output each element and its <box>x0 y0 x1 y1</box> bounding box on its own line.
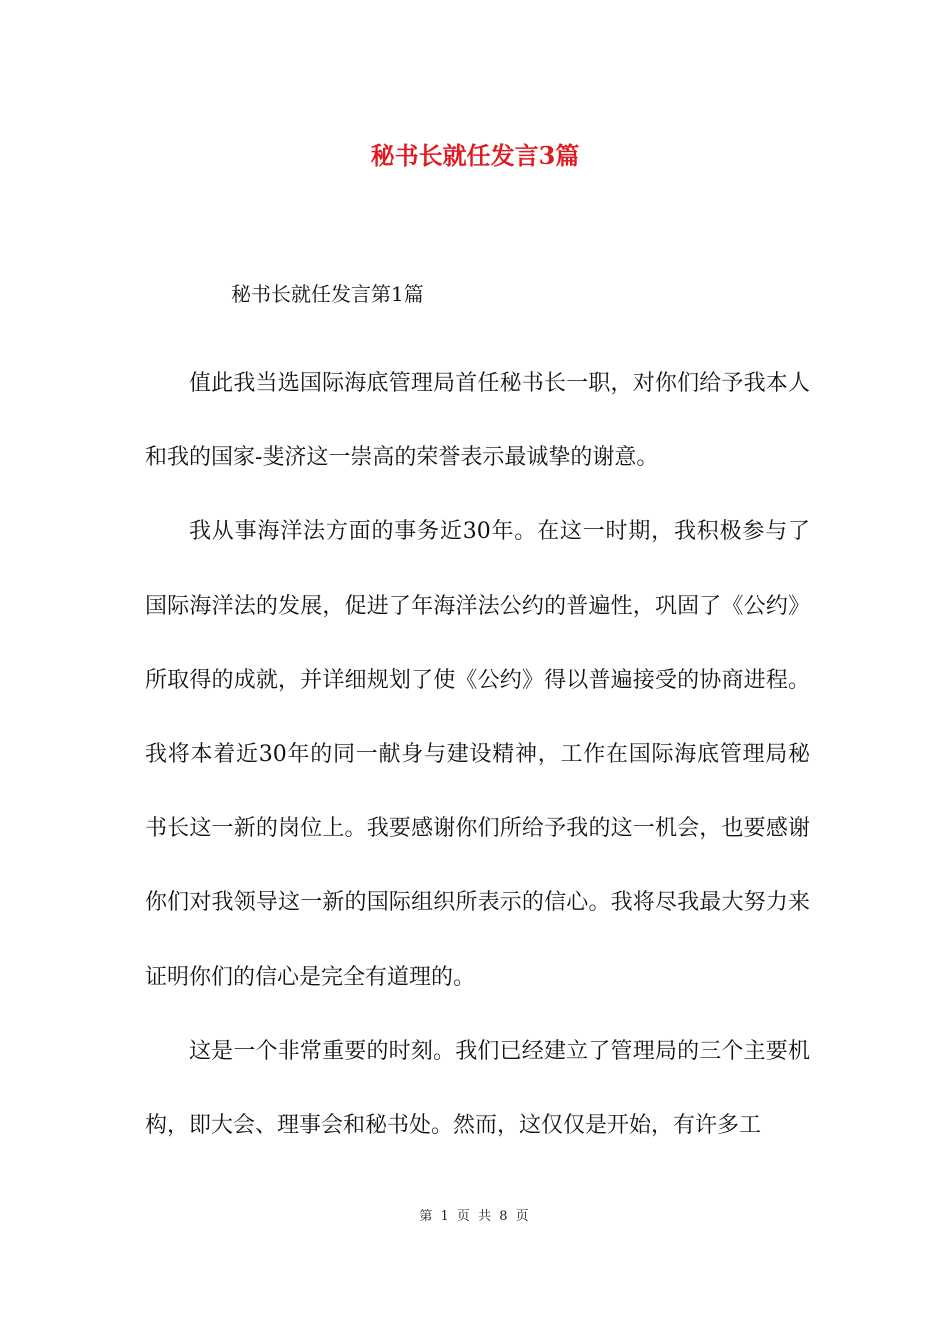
section-heading: 秘书长就任发言第1篇 <box>231 282 424 306</box>
document-title: 秘书长就任发言3篇 <box>370 141 580 170</box>
page-number-footer: 第 1 页 共 8 页 <box>419 1209 531 1224</box>
document-body <box>145 347 810 1163</box>
paragraph-2: 我从事海洋法方面的事务近30年。在这一时期，我积极参与了国际海洋法的发展，促进了年海洋法公约的普遍性，巩固了《公约》所取得的成就，并详细规划了使《公约》得以普遍接受的协商进程。我将本着近30年的同一献身与建设精神，工作在国际海底管理局秘书长这一新的岗位上。我要感谢你们所给予我的这一机会，也要感谢你们对我领导这一新的国际组织所表示的信心。我将尽我最大努力来证明你们的信心是完全有道理的。 <box>145 519 810 990</box>
paragraph-1: 值此我当选国际海底管理局首任秘书长一职，对你们给予我本人和我的国家-斐济这一崇高的荣誉表示最诚挚的谢意。 <box>145 371 810 471</box>
paragraph-3: 这是一个非常重要的时刻。我们已经建立了管理局的三个主要机构，即大会、理事会和秘书处。然而，这仅仅是开始，有许多工 <box>145 1038 810 1139</box>
